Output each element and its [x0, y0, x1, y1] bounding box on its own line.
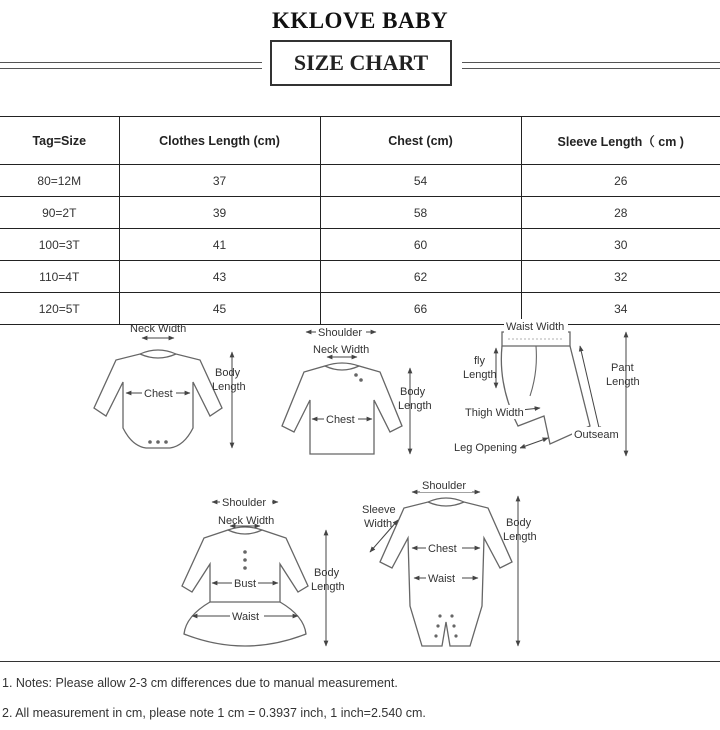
cell-clothes-length: 43 [119, 261, 320, 293]
note-unit-conversion: 2. All measurement in cm, please note 1 cm = 0.3937 inch, 1 inch=2.540 cm. [2, 706, 426, 720]
table-header-row [0, 117, 720, 165]
pants-diagram [452, 319, 640, 456]
pants-pant-length-label: Length [606, 376, 640, 388]
brand-name: KKLOVE BABY [271, 8, 449, 33]
cell-size: 120=5T [0, 293, 119, 325]
shirt-diagram [282, 325, 432, 454]
bodysuit-length-label: Length [212, 381, 246, 393]
notes-divider [0, 661, 720, 662]
cell-sleeve-length: 26 [521, 165, 720, 197]
dress-bust-label: Bust [234, 578, 257, 590]
shirt-outline [282, 366, 402, 454]
romper-shoulder-label: Shoulder [422, 480, 467, 492]
cell-chest: 60 [320, 229, 521, 261]
title-rule-left [0, 62, 262, 69]
column-header-size: Tag=Size [0, 117, 119, 165]
cell-chest: 58 [320, 197, 521, 229]
cell-size: 100=3T [0, 229, 119, 261]
cell-clothes-length: 45 [119, 293, 320, 325]
measurement-diagrams-svg [0, 316, 720, 660]
bodysuit-collar [140, 350, 176, 354]
cell-sleeve-length: 28 [521, 197, 720, 229]
cell-size: 90=2T [0, 197, 119, 229]
dress-length-label: Length [311, 581, 345, 593]
cell-sleeve-length: 32 [521, 261, 720, 293]
table-row [0, 229, 720, 261]
title-rule-right [462, 62, 720, 69]
bodysuit-neck-label: Neck Width [130, 323, 187, 335]
bodysuit-outline [94, 354, 222, 448]
cell-clothes-length: 39 [119, 197, 320, 229]
page-title: SIZE CHART [270, 40, 452, 86]
dress-neck-label: Neck Width [218, 515, 275, 527]
cell-chest: 54 [320, 165, 521, 197]
cell-size: 80=12M [0, 165, 119, 197]
shirt-neck-label: Neck Width [313, 344, 370, 356]
cell-sleeve-length: 34 [521, 293, 720, 325]
cell-clothes-length: 41 [119, 229, 320, 261]
pants-fly-label: fly [474, 355, 485, 367]
romper-diagram [362, 478, 537, 646]
table-row [0, 197, 720, 229]
romper-length-label: Length [503, 531, 537, 543]
cell-sleeve-length: 30 [521, 229, 720, 261]
dress-skirt [184, 602, 306, 646]
pants-waist-label: Waist Width [506, 321, 565, 333]
shirt-chest-label: Chest [326, 414, 355, 426]
shirt-shoulder-label: Shoulder [318, 327, 363, 339]
bodysuit-diagram [94, 323, 246, 448]
romper-sleeve-width-label: Width [364, 518, 393, 530]
bodysuit-chest-label: Chest [144, 388, 173, 400]
dress-body-label: Body [314, 567, 340, 579]
bodysuit-body-label: Body [215, 367, 241, 379]
column-header-chest: Chest (cm) [320, 117, 521, 165]
dress-shoulder-label: Shoulder [222, 497, 267, 509]
table-row [0, 165, 720, 197]
romper-sleeve-label: Sleeve [362, 504, 396, 516]
cell-clothes-length: 37 [119, 165, 320, 197]
shirt-collar [325, 363, 359, 366]
cell-chest: 62 [320, 261, 521, 293]
cell-chest: 66 [320, 293, 521, 325]
shirt-body-label: Body [400, 386, 426, 398]
table-row [0, 261, 720, 293]
romper-waist-label: Waist [428, 573, 456, 585]
pants-leg-opening-label: Leg Opening [454, 442, 517, 454]
romper-chest-label: Chest [428, 543, 457, 555]
romper-body-label: Body [506, 517, 532, 529]
shirt-length-label: Length [398, 400, 432, 412]
title-banner [0, 40, 720, 88]
column-header-sleeve-length: Sleeve Length（ cm ) [521, 117, 720, 165]
dress-bodice [182, 530, 308, 602]
column-header-clothes-length: Clothes Length (cm) [119, 117, 320, 165]
dress-waist-label: Waist [232, 611, 260, 623]
dress-diagram [182, 495, 345, 646]
pants-outseam-label: Outseam [574, 429, 619, 441]
pants-pant-label: Pant [611, 362, 634, 374]
cell-size: 110=4T [0, 261, 119, 293]
note-measurement-tolerance: 1. Notes: Please allow 2-3 cm differences due to manual measurement. [2, 676, 398, 690]
pants-fly-length-label: Length [463, 369, 497, 381]
measurement-illustrations [0, 316, 720, 660]
size-table [0, 116, 720, 325]
pants-thigh-label: Thigh Width [465, 407, 524, 419]
